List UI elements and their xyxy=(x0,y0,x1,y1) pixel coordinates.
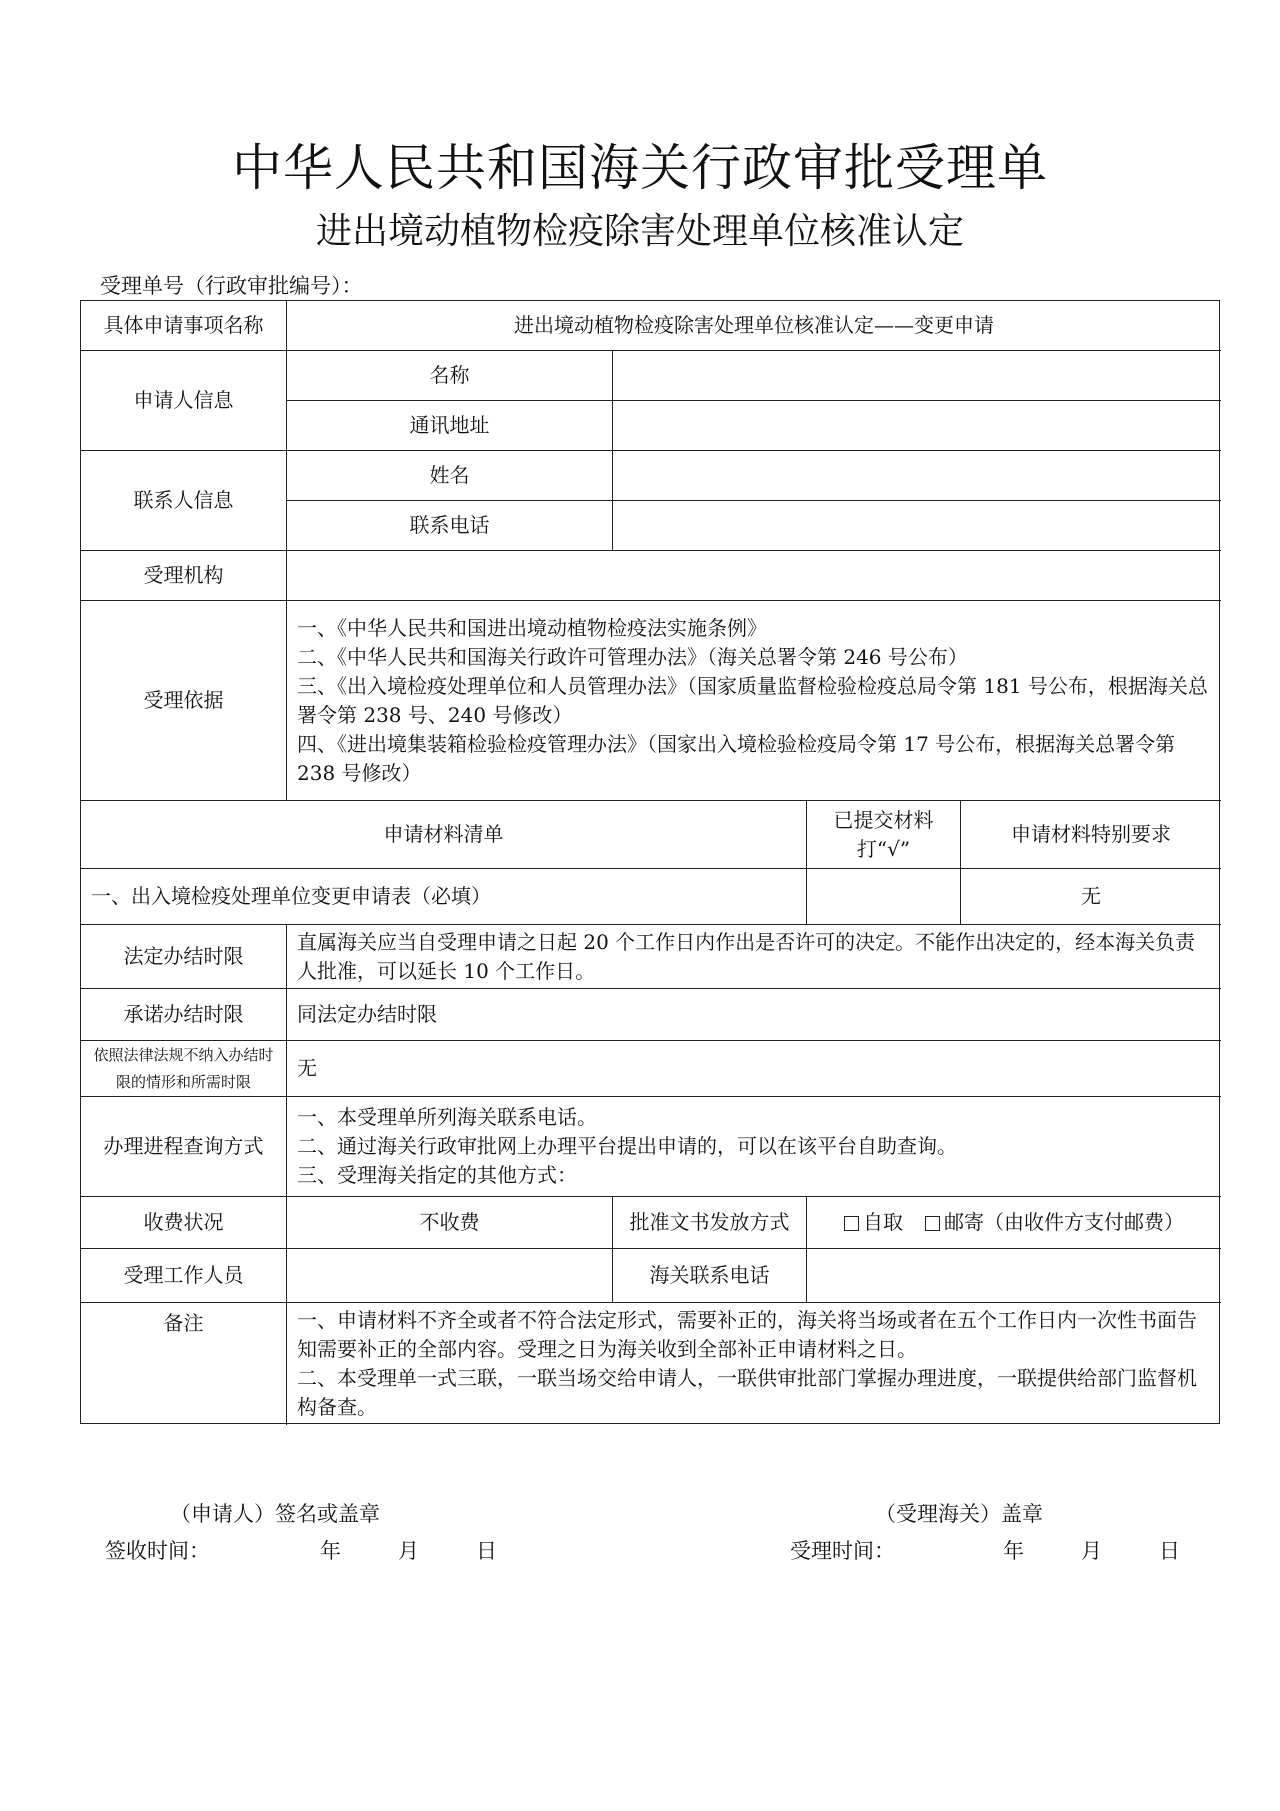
staff-field[interactable] xyxy=(287,1249,613,1303)
promised-time-limit-label: 承诺办结时限 xyxy=(81,989,287,1041)
customs-phone-label: 海关联系电话 xyxy=(613,1249,807,1303)
accept-time-label: 受理时间： xyxy=(790,1539,895,1563)
progress-query-label: 办理进程查询方式 xyxy=(81,1097,287,1197)
contact-name-field[interactable] xyxy=(613,451,1221,501)
basis-line: 一、《中华人民共和国进出境动植物检疫法实施条例》 xyxy=(297,615,767,640)
excluded-time-value: 无 xyxy=(287,1041,1221,1097)
accept-month-label: 月 xyxy=(1081,1539,1102,1563)
material-item: 一、出入境检疫处理单位变更申请表（必填） xyxy=(81,869,807,925)
submitted-header-line1: 已提交材料 xyxy=(833,807,934,832)
remarks-label: 备注 xyxy=(81,1303,287,1425)
contact-info-label: 联系人信息 xyxy=(81,451,287,551)
sign-time-label: 签收时间： xyxy=(105,1539,210,1563)
excluded-time-label: 依照法律法规不纳入办结时限的情形和所需时限 xyxy=(81,1041,287,1097)
agency-field[interactable] xyxy=(287,551,1221,601)
material-special-requirement: 无 xyxy=(961,869,1221,925)
sign-month-label: 月 xyxy=(398,1539,419,1563)
contact-phone-field[interactable] xyxy=(613,501,1221,551)
query-line: 三、受理海关指定的其他方式： xyxy=(297,1163,577,1187)
page-subtitle: 进出境动植物检疫除害处理单位核准认定 xyxy=(315,211,964,252)
sign-year-label: 年 xyxy=(320,1539,341,1563)
promised-time-limit-value: 同法定办结时限 xyxy=(287,989,1221,1041)
delivery-method-label: 批准文书发放方式 xyxy=(613,1197,807,1249)
query-line: 一、本受理单所列海关联系电话。 xyxy=(297,1105,597,1129)
contact-name-label: 姓名 xyxy=(287,451,613,501)
remarks-line: 一、申请材料不齐全或者不符合法定形式，需要补正的，海关将当场或者在五个工作日内一次性书面告知需要补正的全部内容。受理之日为海关收到全部补正申请材料之日。 xyxy=(297,1308,1197,1361)
fee-status-label: 收费状况 xyxy=(81,1197,287,1249)
checkbox-icon[interactable] xyxy=(925,1216,940,1231)
page-title: 中华人民共和国海关行政审批受理单 xyxy=(232,139,1048,197)
applicant-name-field[interactable] xyxy=(613,351,1221,401)
basis-line: 二、《中华人民共和国海关行政许可管理办法》（海关总署令第 246 号公布） xyxy=(297,644,968,669)
applicant-info-label: 申请人信息 xyxy=(81,351,287,451)
self-pickup-option[interactable] xyxy=(844,1208,903,1237)
submitted-header-line2: 打“√” xyxy=(856,836,911,861)
legal-time-limit-value: 直属海关应当自受理申请之日起 20 个工作日内作出是否许可的决定。不能作出决定的，经本海关负责人批准，可以延长 10 个工作日。 xyxy=(287,925,1221,989)
basis-label: 受理依据 xyxy=(81,601,287,801)
submitted-header xyxy=(807,801,961,869)
progress-query-content xyxy=(287,1097,1221,1197)
special-requirements-header: 申请材料特别要求 xyxy=(961,801,1221,869)
basis-line: 三、《出入境检疫处理单位和人员管理办法》（国家质量监督检验检疫总局令第 181 号公布，根据海关总署令第 238 号、240 号修改） xyxy=(297,673,1208,727)
delivery-method-options xyxy=(807,1197,1221,1249)
accept-day-label: 日 xyxy=(1159,1539,1180,1563)
staff-label: 受理工作人员 xyxy=(81,1249,287,1303)
checkbox-icon[interactable] xyxy=(844,1216,859,1231)
mail-option[interactable] xyxy=(925,1208,1184,1237)
remarks-line: 二、本受理单一式三联，一联当场交给申请人，一联供审批部门掌握办理进度，一联提供给部门监督机构备查。 xyxy=(297,1366,1197,1419)
acceptance-form-table xyxy=(80,300,1220,1424)
accept-year-label: 年 xyxy=(1003,1539,1024,1563)
fee-status-value: 不收费 xyxy=(287,1197,613,1249)
query-line: 二、通过海关行政审批网上办理平台提出申请的，可以在该平台自助查询。 xyxy=(297,1134,957,1158)
customs-phone-field[interactable] xyxy=(807,1249,1221,1303)
applicant-name-label: 名称 xyxy=(287,351,613,401)
basis-content xyxy=(287,601,1221,801)
basis-line: 四、《进出境集装箱检验检疫管理办法》（国家出入境检验检疫局令第 17 号公布，根据海关总署令第 238 号修改） xyxy=(297,731,1176,785)
applicant-address-label: 通讯地址 xyxy=(287,401,613,451)
item-name-label: 具体申请事项名称 xyxy=(81,301,287,351)
remarks-content xyxy=(287,1303,1221,1425)
materials-header: 申请材料清单 xyxy=(81,801,807,869)
applicant-address-field[interactable] xyxy=(613,401,1221,451)
legal-time-limit-label: 法定办结时限 xyxy=(81,925,287,989)
contact-phone-label: 联系电话 xyxy=(287,501,613,551)
self-pickup-label: 自取 xyxy=(863,1210,903,1234)
customs-seal-label: （受理海关）盖章 xyxy=(875,1502,1043,1526)
accept-number-label: 受理单号（行政审批编号）： xyxy=(100,274,363,298)
sign-day-label: 日 xyxy=(476,1539,497,1563)
mail-label: 邮寄（由收件方支付邮费） xyxy=(944,1210,1184,1234)
item-name-value: 进出境动植物检疫除害处理单位核准认定——变更申请 xyxy=(287,301,1221,351)
agency-label: 受理机构 xyxy=(81,551,287,601)
applicant-signature-label: （申请人）签名或盖章 xyxy=(170,1502,380,1526)
material-submitted-checkbox[interactable] xyxy=(807,869,961,925)
